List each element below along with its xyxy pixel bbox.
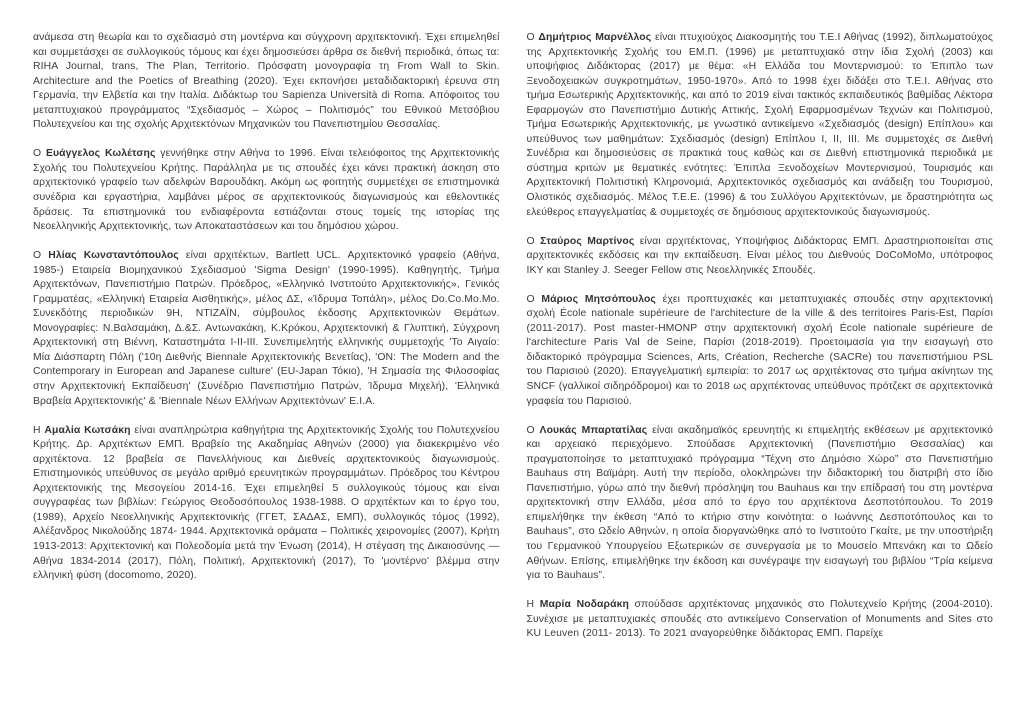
two-column-layout [33,31,993,642]
bio-paragraph: Ο Σταύρος Μαρτίνος είναι αρχιτέκτονας, Υποψήφιος Διδάκτορας ΕΜΠ. Δραστηριοποιείται στις αρχιτεκτονικές εκδόσεις και την εκπαίδευση. Είναι μέλος του Διεθνούς DoCoMoMo, υπότροφος ΙΚΥ και Stanley J. Seeger Fellow στις Νεοελληνικές Σπουδές. [526,235,993,276]
bio-paragraph: Η Αμαλία Κωτσάκη είναι αναπληρώτρια καθηγήτρια της Αρχιτεκτονικής Σχολής του Πολυτεχνείου Κρήτης. Δρ. Αρχιτέκτων ΕΜΠ. Βραβείο της Ακαδημίας Αθηνών (2000) για διακεκριμένο νέο αρχιτέκτονα. 12 βραβεία σε Πανελλήνιους και Διεθνείς αρχιτεκτονικούς διαγωνισμούς. Επιστημονικός υπεύθυνος σε μεγάλο αριθμό ερευνητικών προγραμμάτων. Πρόεδρος του Κέντρου Αρχιτεκτονικής της Μεσογείου 2014-16. Έχει επιμεληθεί 5 συλλογικούς τόμους και είναι συγγραφέας των βιβλίων: Γεώργιος Θεοδοσόπουλος 1938-1988. Ο αρχιτέκτων και το έργο του, (1989), Αρχείο Νεοελληνικής Αρχιτεκτονικής (ΓΓΕΤ, ΣΑΔΑΣ, ΕΜΠ), συλλογικός τόμος (1992), Αλέξανδρος Νικολούδης 1874- 1944. Αρχιτεκτονικά οράματα – Πολιτικές χειρονομίες (2007), Κρήτη 1913-2013: Αρχιτεκτονική και Πολεοδομία μετά την Ένωση (2014), Η στέγαση της Δικαιοσύνης — Αθήνα 1834-2014 (2017), Πόλη, Πολιτική, Αρχιτεκτονική (2017), Το 'μοντέρνο' βλέμμα στην ελληνική φύση (docomomo, 2020). [33,424,500,582]
person-name: Δημήτριος Μαρνέλλος [538,32,652,43]
bio-paragraph: Η Μαρία Νοδαράκη σπούδασε αρχιτέκτονας μηχανικός στο Πολυτεχνείο Κρήτης (2004-2010). Συνέχισε με μεταπτυχιακές σπουδές στο αντικείμενο Conservation of Monuments and Sites στο KU Leuven (2011- 2013). Το 2021 αναγορεύθηκε διδάκτορας ΕΜΠ. Παρείχε [526,599,993,640]
bio-paragraph: Ο Ηλίας Κωνσταντόπουλος είναι αρχιτέκτων, Bartlett UCL. Αρχιτεκτονικό γραφείο (Αθήνα, 1985-) Εταιρεία Βιομηχανικού Σχεδιασμού 'Sigma Design' (1990-1995). Καθηγητής, Τμήμα Αρχιτεκτόνων, Πανεπιστήμιο Πατρών. Πρόεδρος, «Ελληνικό Ινστιτούτο Αρχιτεκτονικής», Γενικός Γραμματέας, «Ελληνική Εταιρεία Αισθητικής», μέλος ΔΣ, «Ίδρυμα Τοπάλη», μέλος Do.Co.Mo.Mo. Συνεκδότης περιοδικών 9Η, ΝΤΙΖΑΪΝ, σύμβουλος έκδοσης Αρχιτεκτονικών Θεμάτων. Μονογραφίες: Ν.Βαλσαμάκη, Δ.&Σ. Αντωνακάκη, Κ.Κρόκου, Αρχιτεκτονική & Γλυπτική, Σύγχρονη Αρχιτεκτονική στη Βιέννη, Καταστημάτα Ι-ΙΙ-ΙΙΙ. Συνεπιμελητής ελληνικής συμμετοχής 'Το Αιγαίο: Μία Διάσπαρτη Πόλη ('10η Διεθνής Biennale Αρχιτεκτονικής Βενετίας), 'ON: The Modern and the Contemporary in European and Japanese culture' (EU-Japan Τόκιο), 'Η Σημασία της Φιλοσοφίας στην Αρχιτεκτονική Εκπαίδευση' (Συνέδριο Πανεπιστήμιο Πατρών, Ίδρυμα Μιχελή), 'Ελληνικά Βραβεία Αρχιτεκτονικής' & 'Biennale Νέων Ελλήνων Αρχιτεκτόνων' Ε.Ι.Α. [33,250,500,407]
person-name: Ηλίας Κωνσταντόπουλος [48,250,179,262]
text-column-left [33,31,500,584]
person-name: Μάριος Μητσόπουλος [541,293,656,305]
person-name: Μαρία Νοδαράκη [539,599,629,611]
person-name: Ευάγγελος Κωλέτσης [46,148,156,160]
bio-paragraph: Ο Ευάγγελος Κωλέτσης γεννήθηκε στην Αθήνα το 1996. Είναι τελειόφοιτος της Αρχιτεκτονικής Σχολής του Πολυτεχνείου Κρήτης. Παράλληλα με τις σπουδές έχει κάνει πρακτική άσκηση στο αρχιτεκτονικό γραφείο των αδελφών Βαρουδάκη. Ακόμη ως φοιτητής συμμετέχει σε επιστημονικά συνέδρια και εργαστήρια, λαμβάνει μέρος σε αρχιτεκτονικούς διαγωνισμούς και εθελοντικές δράσεις. Τα επιστημονικά του ενδιαφέροντα εστιάζονται στους τομείς της ιστορίας της Νεοελληνικής Αρχιτεκτονικής, των Αποκαταστάσεων και του δημόσιου χώρου. [33,148,500,233]
person-name: Λουκάς Μπαρτατίλας [539,424,648,436]
bio-paragraph: Ο Λουκάς Μπαρτατίλας είναι ακαδημαϊκός ερευνητής κι επιμελητής εκθέσεων με αρχιτεκτονικό και αρχειακό περιεχόμενο. Σπούδασε Αρχιτεκτονική (Πανεπιστήμιο Θεσσαλίας) και πραγματοποίησε το μεταπτυχιακό πρόγραμμα “Τέχνη στο Δημόσιο Χώρο” στο Πανεπιστήμιο Bauhaus στη Βαϊμάρη. Αυτή την περίοδο, ολοκληρώνει την διδακτορική του διατριβή στο ίδιο Πανεπιστήμιο, γύρω από την διεθνή πρόσληψη του Bauhaus και την επίδρασή του στη μοντέρνα αρχιτεκτονική στην Ελλάδα, μέσα από το έργο του αρχιτέκτονα Δεσποτόπουλου. Το 2019 επιμελήθηκε την έκθεση “Από το κτήριο στην κοινότητα: ο Ιωάννης Δεσποτόπουλος και το Bauhaus”, στο Ωδείο Αθηνών, η οποία διοργανώθηκε από το Ινστιτούτο Γκαίτε, με την υποστήριξη του Γερμανικού Υπουργείου Εξωτερικών σε συνεργασία με το Μουσείο Μπενάκη και το Ωδείο Αθήνων. Επίσης, επιμελήθηκε την έκδοση και συνέγραψε την εισαγωγή του βιβλίου “Τρία κείμενα για το Bauhaus”. [526,424,993,582]
text-column-right [527,31,994,642]
person-name: Αμαλία Κωτσάκη [44,424,131,436]
bio-paragraph: Ο Δημήτριος Μαρνέλλος είναι πτυχιούχος Διακοσμητής του Τ.Ε.Ι Αθήνας (1992), διπλωματούχος της Αρχιτεκτονικής Σχολής του ΕΜ.Π. (1996) με μεταπτυχιακό στην ίδια Σχολή (2003) και υποψήφιος Διδάκτορας (2017) με θέμα: «Η Ελλάδα του Μοντερνισμού: το Έπιπλο των Ξενοδοχειακών συγκροτημάτων, 1950-1970». Από το 1998 έχει διδάξει στο Τ.Ε.Ι. Αθήνας στο τμήμα Εσωτερικής Αρχιτεκτονικής, και από το 2019 είναι τακτικός εκπαιδευτικός βαθμίδας Λέκτορα Εφαρμογών στο Πανεπιστήμιο Δυτικής Αττικής, Σχολή Εφαρμοσμένων Τεχνών και Πολιτισμού, Τμήμα Εσωτερικής Αρχιτεκτονικής, με γνωστικό αντικείμενο «Σχεδιασμός (design) Επίπλου» και υπεύθυνος των μαθημάτων: Σχεδιασμός (design) Επίπλου Ι, ΙΙ, ΙΙΙ. Με συμμετοχές σε Διεθνή Συνέδρια και δημοσιεύσεις σε πρακτικά τους καθώς και σε Διεθνή επιστημονικά περιοδικά με σύστημα κριτών με θεματικές ενότητες: Έπιπλα Ξενοδοχείων Μοντερνισμού, Τουρισμός και Αρχιτεκτονική Πολιτιστική Κληρονομιά, Αρχιτεκτονικός σχεδιασμός και ανάδειξη του Τουρισμού, Ολιστικός σχεδιασμός. Μέλος Τ.Ε.Ε. (1996) & του Συλλόγου Αρχιτεκτόνων, με δραστηριότητα ως ελεύθερος επαγγελματίας & συμμετοχές σε δημόσιους αρχιτεκτονικούς διαγωνισμούς. [526,32,993,218]
bio-paragraph: Ο Μάριος Μητσόπουλος έχει προπτυχιακές και μεταπτυχιακές σπουδές στην αρχιτεκτονική σχολή École nationale supérieure de l'architecture de la ville & des territoires Paris-Est, Παρίσι (2011-2017). Post master-HMONP στην αρχιτεκτονική σχολή École nationale supérieure de l'architecture Paris Val de Seine, Παρίσι (2018-2019). Προετοιμασία για την εισαγωγή στο διδακτορικό πρόγραμμα Sciences, Arts, Création, Recherche (SACRe) του πανεπιστήμιου PSL του Παρισιού (2020). Επαγγελματική εμπειρία: το 2017 ως αρχιτέκτονας στο τμήμα ακίνητων της SNCF (γαλλικοί σιδηρόδρομοι) και το 2018 ως αρχιτέκτονας υπεύθυνος πρότζεκτ σε αρχιτεκτονικά γραφεία του Παρισιού. [526,293,993,407]
person-name: Σταύρος Μαρτίνος [540,235,635,247]
bio-paragraph: ανάμεσα στη θεωρία και το σχεδιασμό στη μοντέρνα και σύγχρονη αρχιτεκτονική. Έχει επιμεληθεί και συμμετάσχει σε συλλογικούς τόμους και έχει δημοσιεύσει άρθρα σε διεθνή περιοδικά, όπως τα: RIHA Journal, trans, The Plan, Territorio. Πρόσφατη μονογραφία τη From Wall to Skin. Architecture and the Poetics of Breathing (2020). Έχει εκπονήσει μεταδιδακτορική έρευνα στη Γερμανία, την Ελβετία και την Ιταλία. Διδάκτωρ του Sapienza Università di Roma. Απόφοιτος του μεταπτυχιακού προγράμματος “Σχεδιασμός – Χώρος – Πολιτισμός” του Εθνικού Μετσόβιου Πολυτεχνείου και της σχολής Αρχιτεκτόνων Μηχανικών του Πανεπιστημίου Θεσσαλίας. [33,32,500,131]
